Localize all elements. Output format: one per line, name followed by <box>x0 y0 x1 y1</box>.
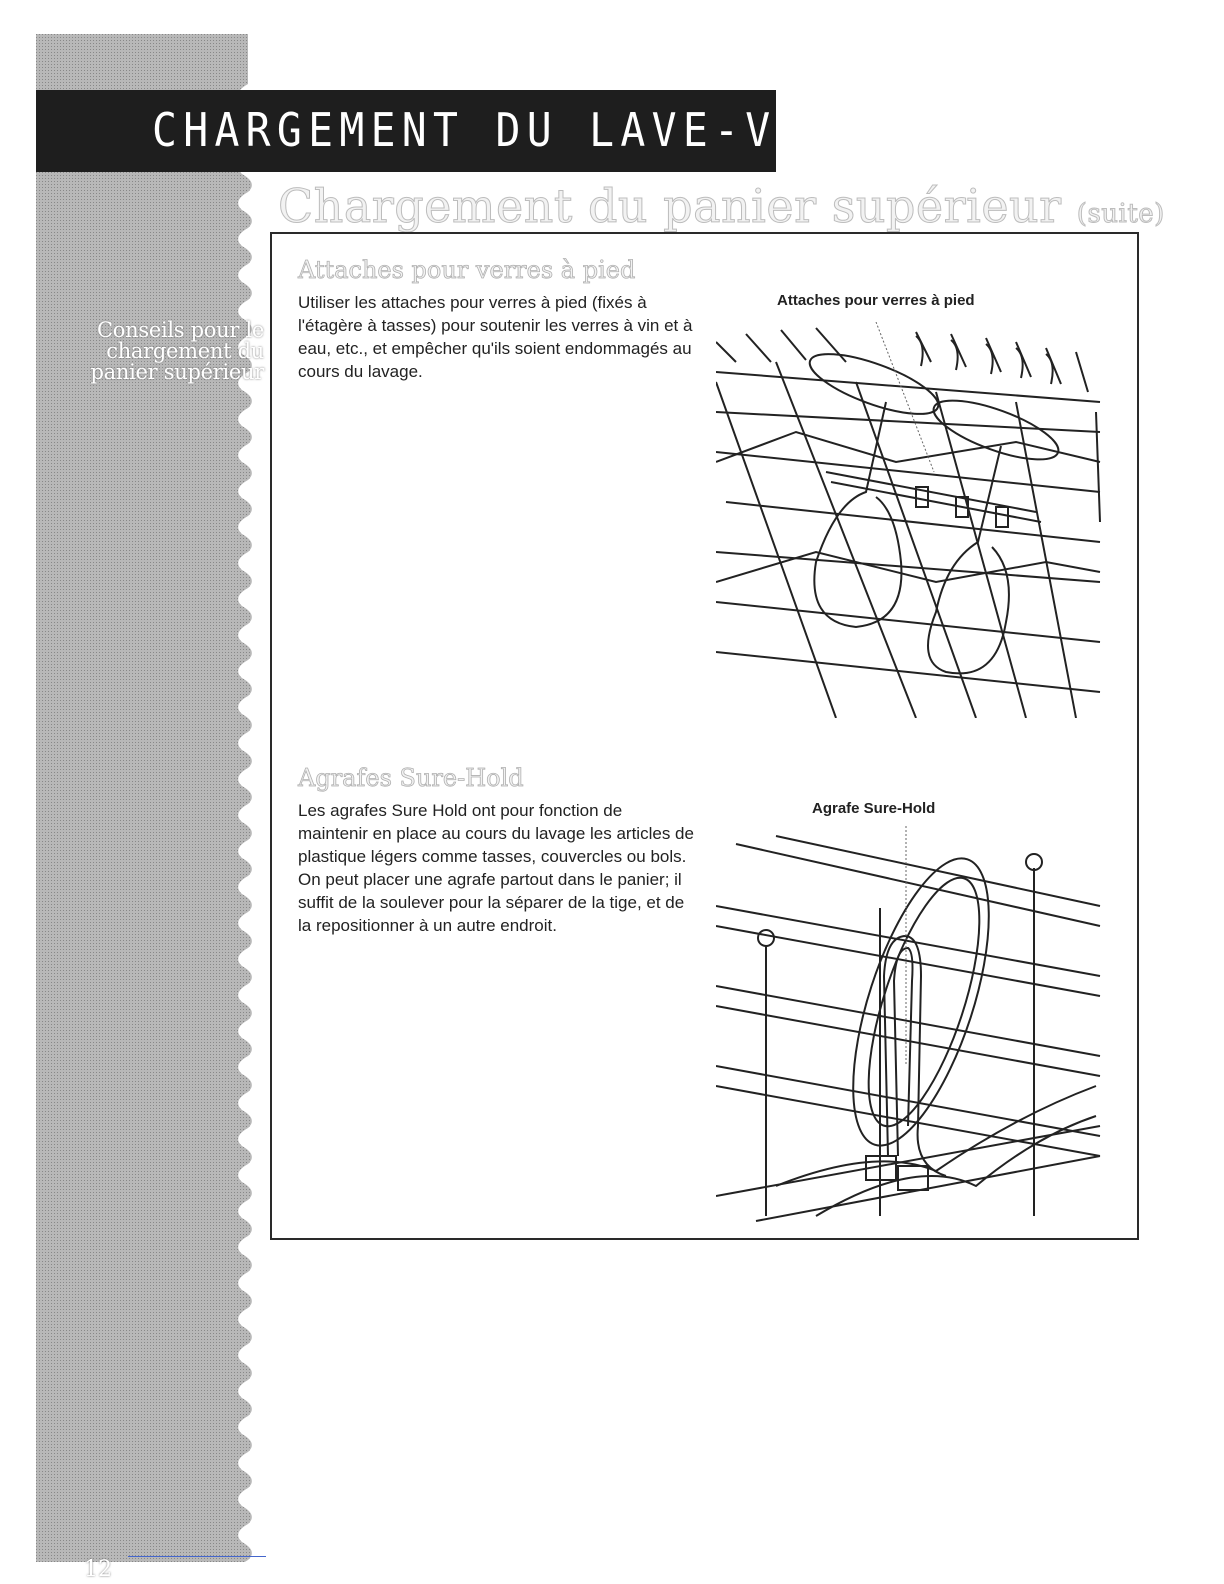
section-title-text: Chargement du panier supérieur <box>278 179 1062 233</box>
section-title-suffix: (suite) <box>1076 199 1165 229</box>
sure-hold-clip-illustration <box>716 826 1102 1226</box>
sidebar-background <box>36 34 258 1562</box>
sure-hold-figure-caption: Agrafe Sure-Hold <box>812 800 936 817</box>
sure-hold-body: Les agrafes Sure Hold ont pour fonction de maintenir en place au cours du lavage les articles de plastique légers comme tasses, couvercles ou bols. On peut placer une agrafe partout dans le panier; il suffit de la soulever pour la séparer de la tige, et de la repositionner à un autre endroit. <box>298 801 694 935</box>
stemware-heading: Attaches pour verres à pied <box>298 256 636 284</box>
content-box <box>270 232 1139 1240</box>
sure-hold-heading: Agrafes Sure-Hold <box>298 764 524 792</box>
chapter-banner <box>36 90 1027 172</box>
chapter-title: CHARGEMENT DU LAVE-VAISSELLE <box>152 103 1027 157</box>
stemware-figure-caption: Attaches pour verres à pied <box>777 292 975 309</box>
page-number: 12 <box>84 1557 112 1582</box>
stemware-holder-illustration <box>716 322 1102 718</box>
footer-rule <box>128 1556 266 1557</box>
sidebar-title: Conseils pour le chargement du panier supérieur <box>90 318 264 384</box>
stemware-body: Utiliser les attaches pour verres à pied (fixés à l'étagère à tasses) pour soutenir les verres à vin et à eau, etc., et empêcher qu'ils soient endommagés au cours du lavage. <box>298 293 693 381</box>
sidebar <box>36 34 264 1582</box>
